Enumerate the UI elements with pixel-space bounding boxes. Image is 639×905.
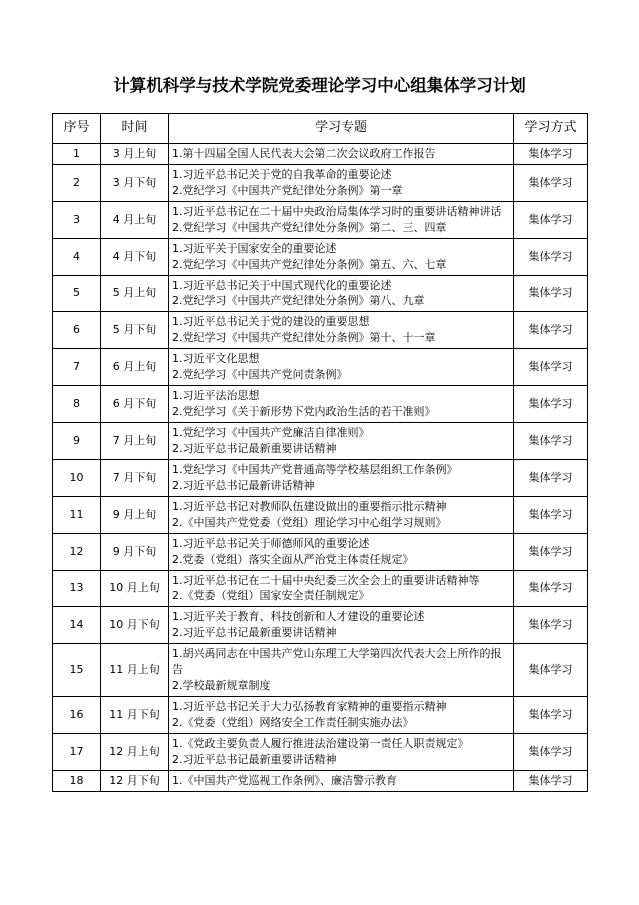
topic-line: 1.第十四届全国人民代表大会第二次会议政府工作报告 (172, 146, 436, 160)
cell-mode: 集体学习 (514, 386, 588, 423)
cell-topic (169, 459, 514, 496)
topic-line: 2.习近平总书记最新重要讲话精神 (172, 626, 337, 640)
cell-seq: 15 (53, 644, 101, 697)
cell-mode: 集体学习 (514, 607, 588, 644)
cell-time: 12 月上旬 (101, 733, 169, 770)
cell-time: 9 月上旬 (101, 496, 169, 533)
topic-line: 2.党纪学习《中国共产党纪律处分条例》第五、六、七章 (172, 257, 447, 271)
table-row (53, 201, 588, 238)
column-header-mode: 学习方式 (514, 114, 588, 144)
cell-mode: 集体学习 (514, 533, 588, 570)
cell-topic (169, 570, 514, 607)
topic-line: 2.党纪学习《中国共产党问责条例》 (172, 368, 348, 382)
topic-line: 1.胡兴禹同志在中国共产党山东理工大学第四次代表大会上所作的报告 (172, 647, 502, 677)
cell-topic (169, 496, 514, 533)
cell-seq: 2 (53, 164, 101, 201)
cell-topic (169, 533, 514, 570)
topic-line: 1.习近平文化思想 (172, 352, 260, 366)
cell-seq: 4 (53, 238, 101, 275)
topic-line: 1.《党政主要负责人履行推进法治建设第一责任人职责规定》 (172, 736, 469, 750)
table-row (53, 770, 588, 791)
cell-mode: 集体学习 (514, 275, 588, 312)
cell-seq: 17 (53, 733, 101, 770)
cell-mode: 集体学习 (514, 733, 588, 770)
table-row (53, 143, 588, 164)
topic-line: 2.习近平总书记最新重要讲话精神 (172, 752, 337, 766)
table-row (53, 459, 588, 496)
table-row (53, 164, 588, 201)
cell-topic (169, 238, 514, 275)
cell-seq: 1 (53, 143, 101, 164)
cell-time: 11 月下旬 (101, 697, 169, 734)
topic-line: 2.党纪学习《关于新形势下党内政治生活的若干准则》 (172, 405, 436, 419)
topic-line: 2.党委（党组）落实全面从严治党主体责任规定》 (172, 552, 414, 566)
topic-line: 1.习近平法治思想 (172, 389, 260, 403)
cell-time: 10 月下旬 (101, 607, 169, 644)
topic-line: 2.《党委（党组）网络安全工作责任制实施办法》 (172, 716, 414, 729)
cell-seq: 7 (53, 349, 101, 386)
cell-topic (169, 644, 514, 697)
topic-line: 2.《中国共产党党委（党组）理论学习中心组学习规则》 (172, 515, 447, 529)
cell-time: 4 月上旬 (101, 201, 169, 238)
cell-seq: 11 (53, 496, 101, 533)
cell-seq: 16 (53, 697, 101, 734)
cell-seq: 18 (53, 770, 101, 791)
table-body (53, 143, 588, 791)
cell-mode: 集体学习 (514, 570, 588, 607)
cell-time: 7 月下旬 (101, 459, 169, 496)
topic-line: 1.习近平总书记关于师德师风的重要论述 (172, 536, 370, 550)
topic-line: 1.习近平总书记关于大力弘扬教育家精神的重要指示精神 (172, 700, 447, 714)
cell-seq: 14 (53, 607, 101, 644)
table-row (53, 570, 588, 607)
topic-line: 2.习近平总书记最新讲话精神 (172, 478, 315, 492)
topic-line: 2.党纪学习《中国共产党纪律处分条例》第一章 (172, 183, 403, 197)
cell-time: 12 月下旬 (101, 770, 169, 791)
topic-line: 1.习近平总书记关于党的建设的重要思想 (172, 315, 370, 329)
cell-mode: 集体学习 (514, 459, 588, 496)
cell-topic (169, 312, 514, 349)
cell-seq: 10 (53, 459, 101, 496)
table-row (53, 423, 588, 460)
cell-time: 3 月下旬 (101, 164, 169, 201)
cell-seq: 3 (53, 201, 101, 238)
topic-line: 2.《党委（党组）国家安全责任制规定》 (172, 589, 370, 603)
cell-seq: 12 (53, 533, 101, 570)
cell-topic (169, 201, 514, 238)
topic-line: 1.《中国共产党巡视工作条例》、廉洁警示教育 (172, 773, 397, 787)
cell-time: 4 月下旬 (101, 238, 169, 275)
cell-topic (169, 275, 514, 312)
cell-mode: 集体学习 (514, 644, 588, 697)
cell-mode: 集体学习 (514, 164, 588, 201)
cell-mode: 集体学习 (514, 238, 588, 275)
cell-topic (169, 164, 514, 201)
column-header-seq: 序号 (53, 114, 101, 144)
topic-line: 2.党纪学习《中国共产党纪律处分条例》第二、三、四章 (172, 220, 447, 234)
cell-seq: 8 (53, 386, 101, 423)
cell-topic (169, 770, 514, 791)
table-row (53, 312, 588, 349)
cell-seq: 13 (53, 570, 101, 607)
cell-topic (169, 607, 514, 644)
cell-mode: 集体学习 (514, 312, 588, 349)
cell-time: 9 月下旬 (101, 533, 169, 570)
cell-mode: 集体学习 (514, 143, 588, 164)
cell-topic (169, 349, 514, 386)
cell-time: 6 月上旬 (101, 349, 169, 386)
topic-line: 1.党纪学习《中国共产党廉洁自律准则》 (172, 426, 370, 439)
topic-line: 2.习近平总书记最新重要讲话精神 (172, 441, 337, 455)
cell-time: 3 月上旬 (101, 143, 169, 164)
cell-seq: 9 (53, 423, 101, 460)
study-plan-table (52, 113, 588, 792)
table-row (53, 733, 588, 770)
table-row (53, 644, 588, 697)
cell-seq: 5 (53, 275, 101, 312)
cell-mode: 集体学习 (514, 201, 588, 238)
table-row (53, 386, 588, 423)
topic-line: 2.党纪学习《中国共产党纪律处分条例》第八、九章 (172, 294, 425, 308)
column-header-topic: 学习专题 (169, 114, 514, 144)
cell-mode: 集体学习 (514, 770, 588, 791)
table-row (53, 496, 588, 533)
table-row (53, 275, 588, 312)
cell-mode: 集体学习 (514, 423, 588, 460)
cell-mode: 集体学习 (514, 697, 588, 734)
cell-topic (169, 386, 514, 423)
topic-line: 2.党纪学习《中国共产党纪律处分条例》第十、十一章 (172, 331, 436, 345)
cell-time: 11 月上旬 (101, 644, 169, 697)
topic-line: 1.习近平总书记对教师队伍建设做出的重要指示批示精神 (172, 499, 447, 513)
cell-time: 6 月下旬 (101, 386, 169, 423)
page-title: 计算机科学与技术学院党委理论学习中心组集体学习计划 (113, 76, 526, 95)
topic-line: 1.习近平总书记在二十届中央纪委三次全会上的重要讲话精神等 (172, 573, 480, 587)
cell-time: 10 月上旬 (101, 570, 169, 607)
table-row (53, 238, 588, 275)
topic-line: 1.习近平总书记在二十届中央政治局集体学习时的重要讲话精神讲话 (172, 204, 502, 218)
topic-line: 1.习近平关于教育、科技创新和人才建设的重要论述 (172, 610, 425, 624)
cell-topic (169, 143, 514, 164)
column-header-time: 时间 (101, 114, 169, 144)
table-row (53, 349, 588, 386)
table-row (53, 533, 588, 570)
cell-topic (169, 423, 514, 460)
topic-line: 1.习近平总书记关于中国式现代化的重要论述 (172, 278, 392, 292)
cell-mode: 集体学习 (514, 496, 588, 533)
cell-topic (169, 697, 514, 734)
table-row (53, 697, 588, 734)
table-header-row (53, 114, 588, 144)
topic-line: 1.习近平关于国家安全的重要论述 (172, 241, 337, 255)
cell-time: 7 月上旬 (101, 423, 169, 460)
cell-seq: 6 (53, 312, 101, 349)
cell-time: 5 月上旬 (101, 275, 169, 312)
table-row (53, 607, 588, 644)
topic-line: 2.学校最新规章制度 (172, 679, 271, 693)
cell-time: 5 月下旬 (101, 312, 169, 349)
topic-line: 1.党纪学习《中国共产党普通高等学校基层组织工作条例》 (172, 462, 458, 476)
topic-line: 1.习近平总书记关于党的自我革命的重要论述 (172, 167, 392, 181)
cell-topic (169, 733, 514, 770)
cell-mode: 集体学习 (514, 349, 588, 386)
